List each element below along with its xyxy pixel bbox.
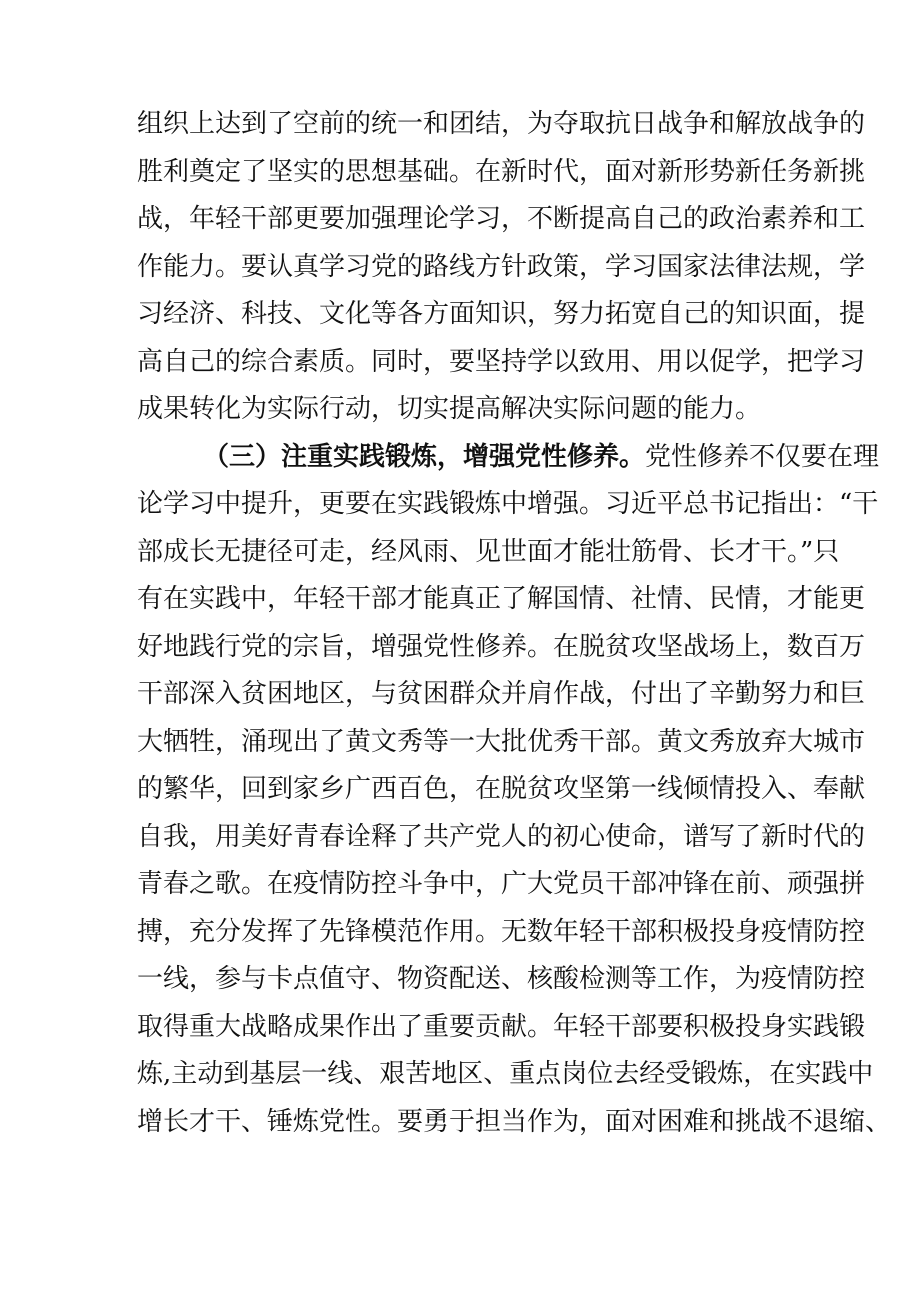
text-line: 的繁华，回到家乡广西百色，在脱贫攻坚第一线倾情投入、奉献	[137, 774, 866, 804]
text-line: 搏，充分发挥了先锋模范作用。无数年轻干部积极投身疫情防控	[137, 916, 866, 947]
text-line: 好地践行党的宗旨，增强党性修养。在脱贫攻坚战场上，数百万	[137, 631, 866, 662]
text-line: 有在实践中，年轻干部才能真正了解国情、社情、民情，才能更	[137, 584, 866, 614]
text-line: 高自己的综合素质。同时，要坚持学以致用、用以促学，把学习	[137, 346, 866, 377]
text-line: 取得重大战略成果作出了重要贡献。年轻干部要积极投身实践锻	[137, 1011, 866, 1042]
text-line: 作能力。要认真学习党的路线方针政策，学习国家法律法规，学	[137, 251, 866, 282]
text-line: 论学习中提升，更要在实践锻炼中增强。习近平总书记指出：“干	[137, 489, 879, 519]
text-line: 成果转化为实际行动，切实提高解决实际问题的能力。	[137, 394, 762, 424]
text-line: 组织上达到了空前的统一和团结，为夺取抗日战争和解放战争的	[137, 109, 866, 139]
paragraph-2	[137, 434, 892, 1147]
paragraph-first-line	[137, 434, 880, 482]
paragraph-1	[137, 101, 866, 434]
text-line: 干部深入贫困地区，与贫困群众并肩作战，付出了辛勤努力和巨	[137, 679, 866, 709]
text-line: 增长才干、锤炼党性。要勇于担当作为，面对困难和挑战不退缩、	[137, 1106, 892, 1137]
text-line: 部成长无捷径可走，经风雨、见世面才能壮筋骨、长才干。”只	[137, 536, 840, 567]
text-line: 一线，参与卡点值守、物资配送、核酸检测等工作，为疫情防控	[137, 964, 866, 994]
document-body	[137, 101, 892, 1146]
text-line: 胜利奠定了坚实的思想基础。在新时代，面对新形势新任务新挑	[137, 156, 866, 187]
text-line: 炼,主动到基层一线、艰苦地区、重点岗位去经受锻炼，在实践中	[137, 1059, 874, 1089]
text-line: 自我，用美好青春诠释了共产党人的初心使命，谱写了新时代的	[137, 821, 866, 852]
text-line: 青春之歌。在疫情防控斗争中，广大党员干部冲锋在前、顽强拼	[137, 869, 866, 899]
text-line: 战，年轻干部更要加强理论学习，不断提高自己的政治素养和工	[137, 204, 866, 234]
text-line: 习经济、科技、文化等各方面知识，努力拓宽自己的知识面，提	[137, 299, 866, 329]
text-line: 大牺牲，涌现出了黄文秀等一大批优秀干部。黄文秀放弃大城市	[137, 726, 866, 757]
heading-followup-text: 党性修养不仅要在理	[645, 441, 880, 472]
section-heading: （三）注重实践锻炼，增强党性修养。	[203, 441, 646, 472]
